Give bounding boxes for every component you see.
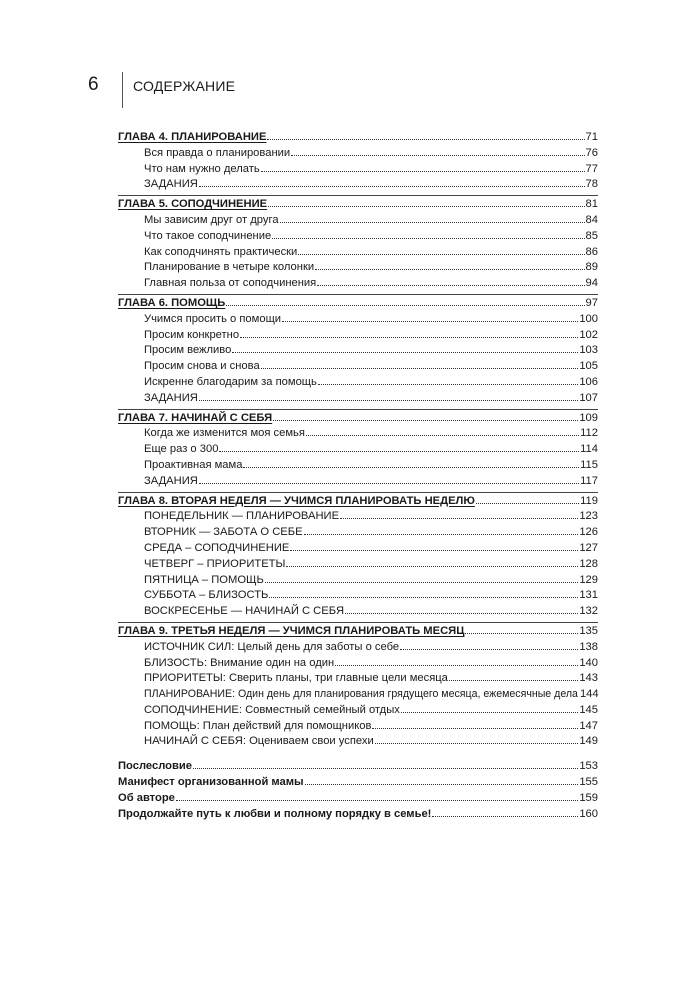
dot-leader [304, 533, 579, 535]
page-ref: 94 [585, 277, 598, 290]
toc-item[interactable] [118, 509, 598, 525]
item-title: ПЛАНИРОВАНИЕ: Один день для планирования грядущего месяца, ежемесячные дела [144, 688, 578, 701]
page-ref: 89 [585, 261, 598, 274]
page-ref: 115 [580, 458, 598, 471]
toc-item[interactable] [118, 328, 598, 344]
toc-item[interactable] [118, 359, 598, 375]
toc-item[interactable] [118, 525, 598, 541]
item-title: Что нам нужно делать [144, 162, 260, 175]
item-title: ЗАДАНИЯ [144, 391, 198, 404]
page-ref: 135 [579, 624, 598, 637]
item-title: ПОМОЩЬ: План действий для помощников [144, 719, 372, 732]
item-title: ПОНЕДЕЛЬНИК — ПЛАНИРОВАНИЕ [144, 510, 340, 523]
page-ref: 153 [579, 760, 598, 773]
toc-item[interactable] [118, 474, 598, 490]
page-ref: 100 [579, 312, 598, 325]
toc-item[interactable] [118, 442, 598, 458]
toc-afterword[interactable] [118, 759, 598, 775]
toc-item[interactable] [118, 312, 598, 328]
dot-leader [232, 351, 578, 353]
dot-leader [219, 450, 579, 452]
toc-item[interactable] [118, 656, 598, 672]
dot-leader [261, 170, 585, 172]
page-number: 6 [88, 74, 99, 95]
page-ref: 119 [580, 494, 598, 507]
page-ref: 117 [580, 474, 598, 487]
page-ref: 138 [579, 640, 598, 653]
dot-leader [291, 154, 584, 156]
item-title: СРЕДА – СОПОДЧИНЕНИЕ [144, 541, 290, 554]
dot-leader [268, 205, 584, 207]
dot-leader [298, 253, 584, 255]
dot-leader [193, 767, 578, 769]
item-title: Просим снова и снова [144, 360, 260, 373]
item-title: ЗАДАНИЯ [144, 178, 198, 191]
table-of-contents [118, 130, 598, 822]
toc-item[interactable] [118, 177, 598, 193]
page-ref: 147 [579, 719, 598, 732]
toc-item[interactable] [118, 343, 598, 359]
dot-leader [282, 320, 578, 322]
toc-item[interactable] [118, 375, 598, 391]
item-title: СОПОДЧИНЕНИЕ: Совместный семейный отдых [144, 703, 400, 716]
dot-leader [465, 632, 578, 634]
chapter-title: ГЛАВА 7. НАЧИНАЙ С СЕБЯ [118, 411, 273, 424]
toc-item[interactable] [118, 146, 598, 162]
toc-chapter-7[interactable] [118, 411, 598, 427]
item-title: Просим вежливо [144, 344, 232, 357]
item-title: НАЧИНАЙ С СЕБЯ: Оцениваем свои успехи [144, 735, 374, 748]
toc-item[interactable] [118, 734, 598, 750]
toc-chapter-6[interactable] [118, 296, 598, 312]
item-title: ПЯТНИЦА – ПОМОЩЬ [144, 573, 264, 586]
item-title: Что такое соподчинение [144, 229, 272, 242]
page-ref: 105 [579, 360, 598, 373]
section-title: СОДЕРЖАНИЕ [133, 78, 236, 94]
page-ref: 81 [585, 198, 598, 211]
item-title: Вся правда о планировании [144, 146, 291, 159]
chapter-title: ГЛАВА 4. ПЛАНИРОВАНИЕ [118, 131, 267, 143]
item-title: ПРИОРИТЕТЫ: Сверить планы, три главные цели месяца [144, 672, 448, 685]
page-ref: 140 [579, 656, 598, 669]
page-ref: 109 [579, 411, 598, 424]
dot-leader [432, 815, 578, 817]
end-title: Манифест организованной мамы [118, 776, 304, 789]
dot-leader [199, 482, 579, 484]
toc-item[interactable] [118, 573, 598, 589]
chapter-separator [118, 492, 598, 493]
dot-leader [305, 783, 579, 785]
page-ref: 85 [585, 229, 598, 242]
page-ref: 77 [585, 162, 598, 175]
dot-leader [226, 304, 584, 306]
item-title: Просим конкретно [144, 328, 240, 341]
toc-item[interactable] [118, 245, 598, 261]
dot-leader [340, 517, 578, 519]
chapter-title: ГЛАВА 8. ВТОРАЯ НЕДЕЛЯ — УЧИМСЯ ПЛАНИРОВАТЬ НЕДЕЛЮ [118, 494, 475, 507]
dot-leader [199, 399, 578, 401]
end-title: Послесловие [118, 760, 192, 773]
page-ref: 84 [585, 213, 598, 226]
page-ref: 145 [579, 703, 598, 716]
item-title: Учимся просить о помощи [144, 312, 282, 325]
chapter-separator [118, 622, 598, 623]
dot-leader [272, 237, 584, 239]
dot-leader [318, 383, 578, 385]
item-title: ИСТОЧНИК СИЛ: Целый день для заботы о себе [144, 640, 400, 653]
toc-item[interactable] [118, 671, 598, 687]
chapter-separator [118, 195, 598, 196]
page-ref: 159 [579, 791, 598, 804]
toc-chapter-9[interactable] [118, 624, 598, 640]
chapter-title: ГЛАВА 9. ТРЕТЬЯ НЕДЕЛЯ — УЧИМСЯ ПЛАНИРОВАТЬ МЕСЯЦ [118, 624, 465, 637]
page-ref: 149 [579, 735, 598, 748]
toc-item[interactable] [118, 541, 598, 557]
dot-leader [335, 664, 578, 666]
page-ref: 106 [579, 375, 598, 388]
dot-leader [240, 336, 578, 338]
header-divider [122, 72, 123, 108]
toc-item[interactable] [118, 260, 598, 276]
dot-leader [243, 466, 579, 468]
toc-item[interactable] [118, 229, 598, 245]
dot-leader [315, 268, 584, 270]
toc-item[interactable] [118, 687, 598, 703]
page-ref: 114 [580, 443, 598, 456]
dot-leader [269, 596, 578, 598]
dot-leader [306, 434, 579, 436]
dot-leader [345, 612, 578, 614]
toc-chapter-5[interactable] [118, 197, 598, 213]
toc-item[interactable] [118, 557, 598, 573]
page-ref: 128 [579, 557, 598, 570]
item-title: Искренне благодарим за помощь [144, 375, 317, 388]
dot-leader [261, 367, 579, 369]
page-ref: 103 [579, 344, 598, 357]
page-ref: 155 [579, 776, 598, 789]
page-ref: 71 [585, 131, 598, 143]
page-ref: 160 [579, 807, 598, 820]
item-title: БЛИЗОСТЬ: Внимание один на один [144, 656, 335, 669]
item-title: ЗАДАНИЯ [144, 474, 198, 487]
item-title: ЧЕТВЕРГ – ПРИОРИТЕТЫ [144, 557, 286, 570]
item-title: Когда же изменится моя семья [144, 427, 305, 440]
dot-leader [317, 284, 584, 286]
item-title: ВОСКРЕСЕНЬЕ — НАЧИНАЙ С СЕБЯ [144, 605, 345, 618]
section-gap [118, 750, 598, 759]
page-ref: 107 [579, 391, 598, 404]
page-ref: 132 [579, 605, 598, 618]
item-title: ВТОРНИК — ЗАБОТА О СЕБЕ [144, 526, 303, 539]
page-ref: 97 [585, 296, 598, 309]
item-title: Как соподчинять практически [144, 245, 298, 258]
page-ref: 76 [585, 146, 598, 159]
end-title: Об авторе [118, 791, 175, 804]
toc-continue[interactable] [118, 807, 598, 823]
page-ref: 143 [579, 672, 598, 685]
page-ref: 123 [579, 510, 598, 523]
item-title: Проактивная мама [144, 458, 243, 471]
chapter-separator [118, 409, 598, 410]
toc-item[interactable] [118, 719, 598, 735]
toc-chapter-4[interactable] [118, 130, 598, 146]
dot-leader [267, 138, 584, 140]
item-title: Главная польза от соподчинения [144, 277, 317, 290]
page-ref: 86 [585, 245, 598, 258]
dot-leader [176, 799, 578, 801]
toc-about-author[interactable] [118, 791, 598, 807]
toc-item[interactable] [118, 703, 598, 719]
chapter-title: ГЛАВА 6. ПОМОЩЬ [118, 296, 226, 309]
dot-leader [372, 727, 578, 729]
toc-item[interactable] [118, 426, 598, 442]
toc-item[interactable] [118, 391, 598, 407]
dot-leader [199, 185, 585, 187]
dot-leader [280, 221, 585, 223]
page-ref: 78 [585, 178, 598, 191]
dot-leader [476, 502, 579, 504]
toc-item[interactable] [118, 162, 598, 178]
toc-chapter-8[interactable] [118, 494, 598, 510]
item-title: Мы зависим друг от друга [144, 213, 279, 226]
dot-leader [290, 549, 578, 551]
toc-item[interactable] [118, 604, 598, 620]
toc-item[interactable] [118, 276, 598, 292]
toc-item[interactable] [118, 588, 598, 604]
dot-leader [400, 648, 578, 650]
page-ref: 129 [579, 573, 598, 586]
page-ref: 131 [579, 589, 598, 602]
dot-leader [273, 419, 578, 421]
page-ref: 112 [580, 427, 598, 440]
page-ref: 126 [579, 526, 598, 539]
item-title: СУББОТА – БЛИЗОСТЬ [144, 589, 269, 602]
page-header [88, 72, 235, 108]
chapter-title: ГЛАВА 5. СОПОДЧИНЕНИЕ [118, 198, 268, 211]
dot-leader [265, 581, 578, 583]
page-ref: 144 [579, 688, 599, 701]
page-ref: 127 [579, 541, 598, 554]
toc-item[interactable] [118, 640, 598, 656]
dot-leader [449, 679, 578, 681]
item-title: Планирование в четыре колонки [144, 261, 315, 274]
item-title: Еще раз о 300 [144, 443, 219, 456]
toc-item[interactable] [118, 213, 598, 229]
toc-item[interactable] [118, 458, 598, 474]
dot-leader [375, 742, 579, 744]
toc-manifesto[interactable] [118, 775, 598, 791]
dot-leader [401, 711, 578, 713]
page-ref: 102 [579, 328, 598, 341]
end-title: Продолжайте путь к любви и полному порядку в семье! [118, 807, 432, 820]
chapter-separator [118, 294, 598, 295]
dot-leader [286, 565, 578, 567]
